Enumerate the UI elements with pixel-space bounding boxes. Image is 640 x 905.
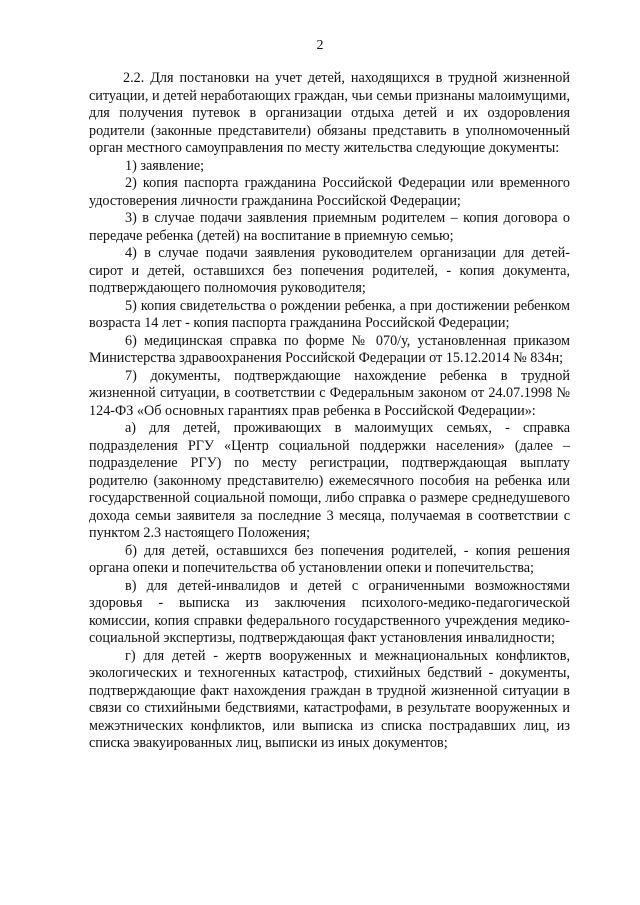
list-item-passport-copy: 2) копия паспорта гражданина Российской Федерации или временного удостоверения личности гражданина Российской Федерации; [89, 175, 570, 209]
subitem-disabled-children: в) для детей-инвалидов и детей с ограниченными возможностями здоровья - выписка из заключения психолого-медико-педагогической комиссии, копия справки федерального государственного учреждения медико-социальной экспертизы, подтверждающая факт установления инвалидности; [89, 577, 570, 646]
subitem-conflict-disaster-victims: г) для детей - жертв вооруженных и межнациональных конфликтов, экологических и техногенных катастроф, стихийных бедствий - документы, подтверждающие факт нахождения граждан в трудной жизненной ситуации в связи со стихийными бедствиями, катастрофами, в результате вооруженных и межэтнических конфликтов, или выписка из списка пострадавших лиц, из списка эвакуированных лиц, выписки из иных документов; [89, 647, 570, 751]
list-item-difficult-situation-documents: 7) документы, подтверждающие нахождение ребенка в трудной жизненной ситуации, в соответствии с Федеральным законом от 24.07.1998 № 124-ФЗ «Об основных гарантиях прав ребенка в Российской Федерации»: [89, 367, 570, 419]
subitem-without-parental-care: б) для детей, оставшихся без попечения родителей, - копия решения органа опеки и попечительства об установлении опеки и попечительства; [89, 542, 570, 576]
list-item-birth-certificate: 5) копия свидетельства о рождении ребенка, а при достижении ребенком возраста 14 лет - копия паспорта гражданина Российской Федерации; [89, 297, 570, 331]
list-item-orphan-organization-head: 4) в случае подачи заявления руководителем организации для детей-сирот и детей, оставшихся без попечения родителей, - копия документа, подтверждающего полномочия руководителя; [89, 245, 570, 296]
page-number: 2 [316, 38, 324, 53]
document-body [89, 70, 570, 753]
list-item-application: 1) заявление; [125, 157, 205, 174]
list-item-medical-certificate: 6) медицинская справка по форме № 070/у, установленная приказом Министерства здравоохранения Российской Федерации от 15.12.2014 № 834н; [89, 332, 570, 366]
subitem-low-income-families: а) для детей, проживающих в малоимущих семьях, - справка подразделения РГУ «Центр социальной поддержки населения» (далее – подразделение РГУ) по месту регистрации, подтверждающая выплату родителю (законному представителю) ежемесячного пособия на ребенка или государственной социальной помощи, либо справка о размере среднедушевого дохода семьи заявителя за последние 3 месяца, получаемая в соответствии с пунктом 2.3 настоящего Положения; [89, 420, 570, 541]
paragraph-2-2-intro: 2.2. Для постановки на учет детей, находящихся в трудной жизненной ситуации, и детей неработающих граждан, чьи семьи признаны малоимущими, для получения путевок в организации отдыха детей и их оздоровления родители (законные представители) обязаны представить в уполномоченный орган местного самоуправления по месту жительства следующие документы: [89, 70, 570, 156]
list-item-foster-parent-contract: 3) в случае подачи заявления приемным родителем – копия договора о передаче ребенка (детей) на воспитание в приемную семью; [89, 210, 570, 244]
